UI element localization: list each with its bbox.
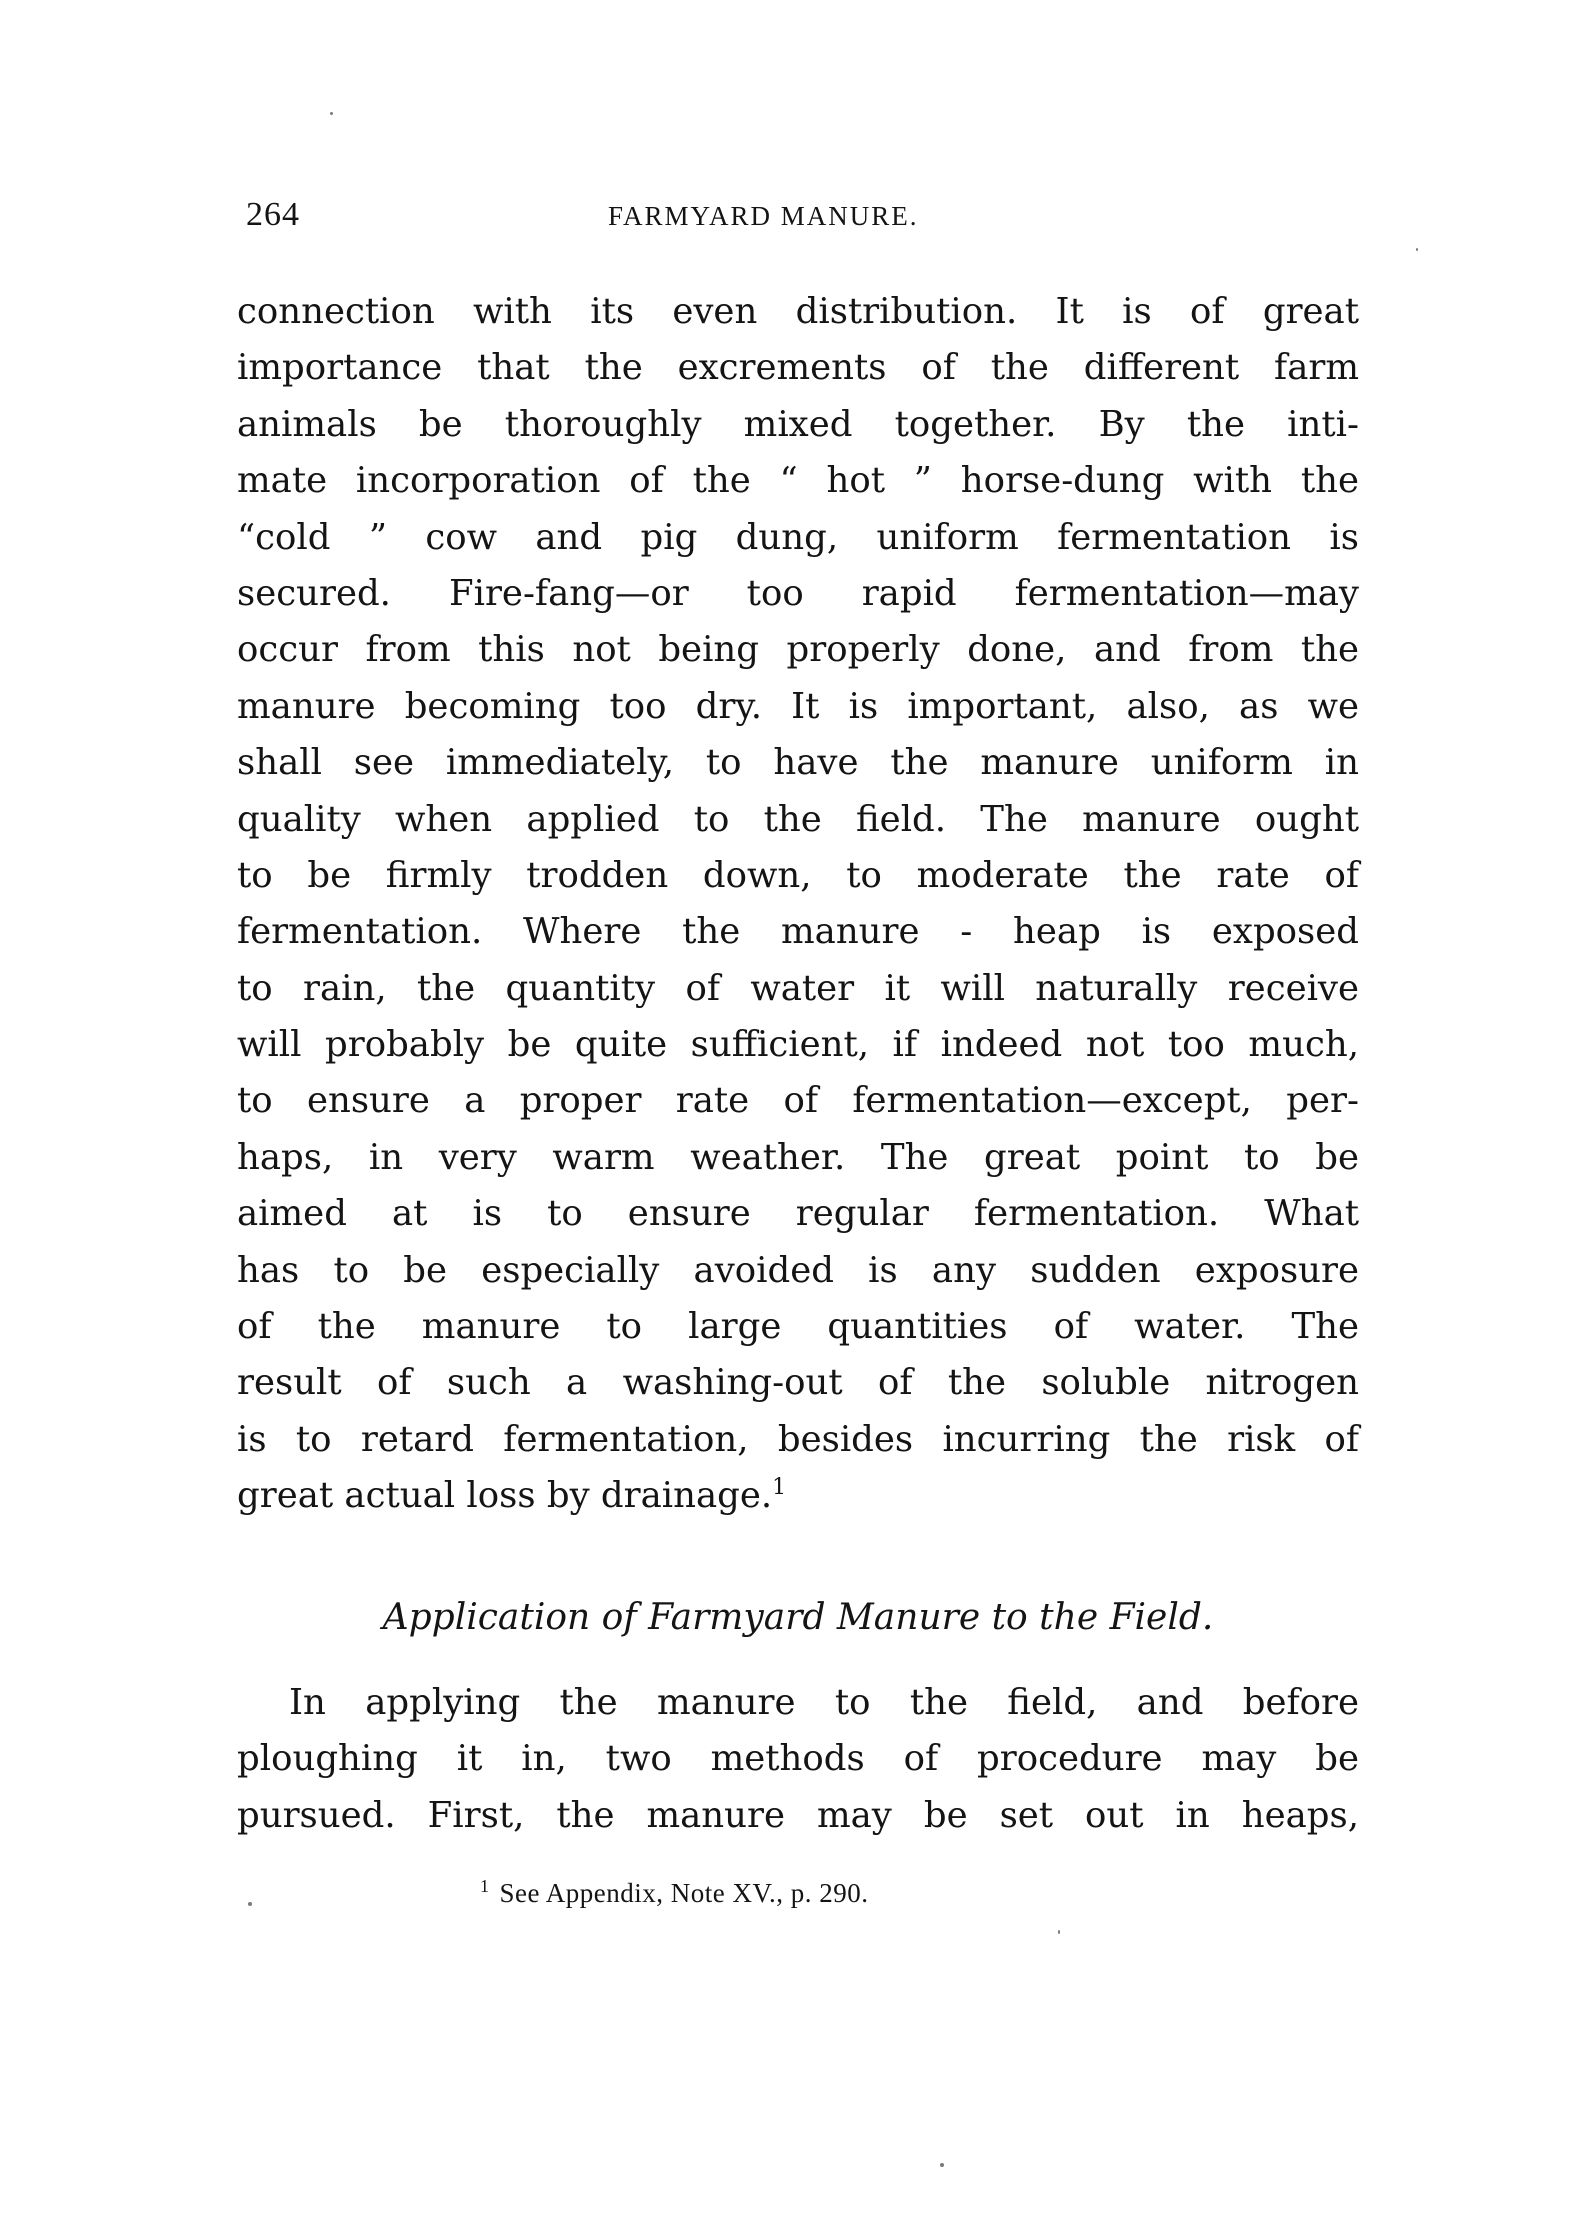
footnote-marker: 1 — [480, 1876, 490, 1896]
text-line: shall see immediately, to have the manure uniform in — [237, 742, 1359, 784]
scan-speck — [248, 1902, 252, 1906]
text-line: has to be especially avoided is any sudden exposure — [237, 1249, 1359, 1291]
text-line: “cold ” cow and pig dung, uniform fermentation is — [237, 516, 1359, 558]
text-line: connection with its even distribution. It is of great — [237, 291, 1359, 332]
section-heading: Application of Farmyard Manure to the Field. — [382, 1597, 1214, 1638]
text-line: ploughing it in, two methods of procedure may be — [237, 1738, 1359, 1780]
text-line: pursued. First, the manure may be set out in heaps, — [237, 1794, 1359, 1836]
text-line: aimed at is to ensure regular fermentation. What — [237, 1193, 1359, 1235]
running-title: FARMYARD MANURE. — [608, 201, 919, 231]
text-line: fermentation. Where the manure - heap is exposed — [237, 911, 1359, 953]
text-line: to be firmly trodden down, to moderate the rate of — [237, 854, 1359, 896]
text-line: to ensure a proper rate of fermentation—except, per- — [237, 1080, 1359, 1122]
text-line: of the manure to large quantities of water. The — [237, 1306, 1359, 1348]
text-line: quality when applied to the field. The manure ought — [237, 798, 1359, 840]
page-number: 264 — [246, 196, 300, 233]
text-line: importance that the excrements of the different farm — [237, 347, 1359, 389]
footnote-reference[interactable]: 1 — [772, 1475, 787, 1501]
running-head — [246, 196, 1356, 240]
scan-speck — [940, 2163, 944, 2167]
text-line: result of such a washing-out of the soluble nitrogen — [237, 1362, 1359, 1404]
text-line: will probably be quite sufficient, if indeed not too much, — [237, 1024, 1359, 1066]
text-line: occur from this not being properly done, and from the — [237, 629, 1359, 671]
footnote-text: See Appendix, Note XV., p. 290. — [499, 1878, 869, 1908]
text-line: secured. Fire-fang—or too rapid fermentation—may — [237, 572, 1359, 614]
text-line-content: great actual loss by drainage. — [237, 1475, 773, 1517]
scan-speck — [1058, 1930, 1060, 1934]
scan-speck — [330, 112, 333, 115]
text-line: to rain, the quantity of water it will naturally receive — [237, 967, 1359, 1009]
text-line-last — [237, 1468, 1359, 1524]
text-line: animals be thoroughly mixed together. By the inti- — [237, 403, 1359, 445]
text-line: mate incorporation of the “ hot ” horse-dung with the — [237, 460, 1359, 502]
footnote — [480, 1878, 868, 1909]
text-line: haps, in very warm weather. The great point to be — [237, 1136, 1359, 1178]
text-line: manure becoming too dry. It is important, also, as we — [237, 685, 1359, 727]
paragraph-1 — [237, 284, 1359, 1525]
text-line: In applying the manure to the field, and before — [289, 1682, 1359, 1723]
paragraph-2 — [237, 1675, 1359, 1844]
scan-speck — [1416, 248, 1418, 251]
text-line: is to retard fermentation, besides incurring the risk of — [237, 1418, 1359, 1460]
